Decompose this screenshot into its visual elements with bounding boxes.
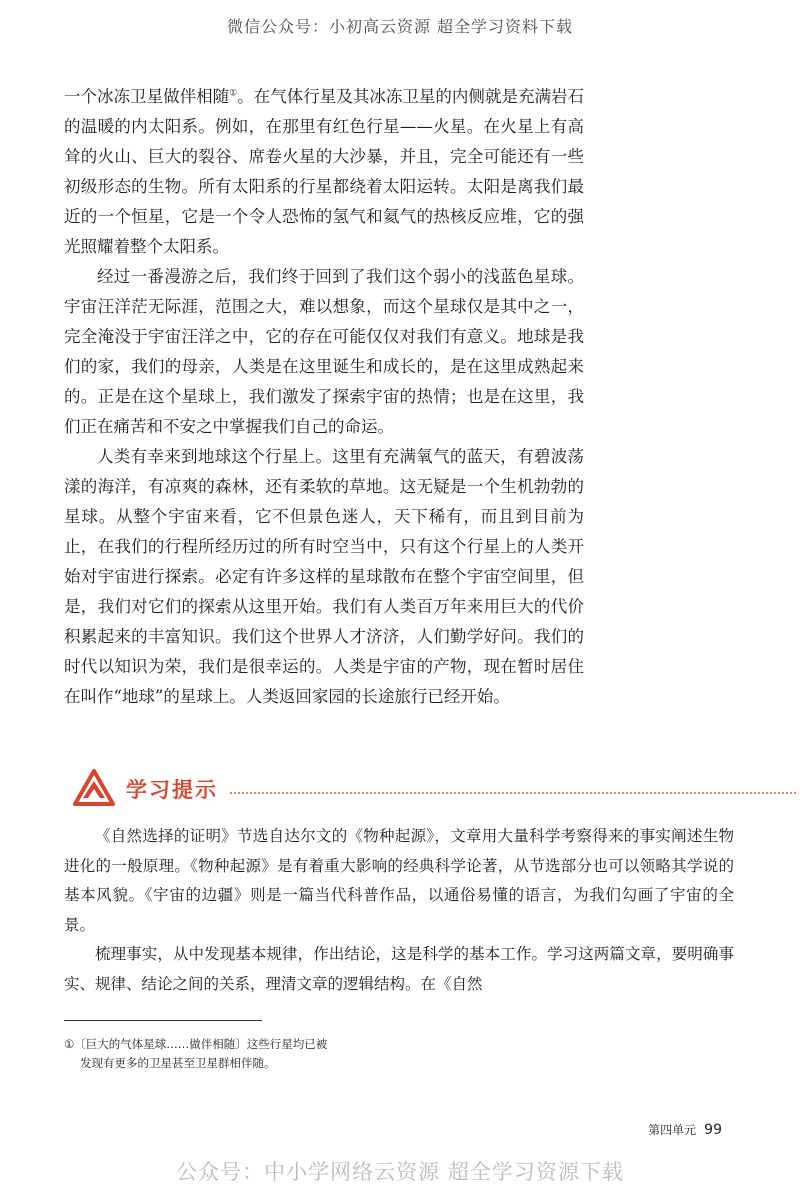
study-tips-body <box>64 822 734 999</box>
study-tips-icon <box>72 768 116 808</box>
study-tips-paragraph-1: 《自然选择的证明》节选自达尔文的《物种起源》，文章用大量科学考察得来的事实阐述生物进化的一般原理。《物种起源》是有着重大影响的经典科学论著，从节选部分也可以领略其学说的基本风貌。《宇宙的边疆》则是一篇当代科普作品，以通俗易懂的语言，为我们勾画了宇宙的全景。 <box>64 827 734 934</box>
page-footer <box>648 1121 722 1138</box>
footnote-divider <box>64 1020 262 1021</box>
study-tips-header <box>72 768 732 808</box>
footnote-marker[interactable]: ① <box>229 88 238 99</box>
paragraph-2: 经过一番漫游之后，我们终于回到了我们这个弱小的浅蓝色星球。宇宙汪洋茫无际涯，范围之大，难以想象，而这个星球仅是其中之一，完全淹没于宇宙汪洋之中，它的存在可能仅仅对我们有意义。地球是我们的家，我们的母亲，人类是在这里诞生和成长的，是在这里成熟起来的。正是在这个星球上，我们激发了探索宇宙的热情；也是在这里，我们正在痛苦和不安之中掌握我们自己的命运。 <box>64 267 584 436</box>
paragraph-1-start: 一个冰冻卫星做伴相随 <box>64 87 230 106</box>
main-text <box>64 82 584 712</box>
paragraph-3: 人类有幸来到地球这个行星上。这里有充满氧气的蓝天，有碧波荡漾的海洋，有凉爽的森林，还有柔软的草地。这无疑是一个生机勃勃的星球。从整个宇宙来看，它不但景色迷人，天下稀有，而且到目前为止，在我们的行程所经历过的所有时空当中，只有这个行星上的人类开始对宇宙进行探索。必定有许多这样的星球散布在整个宇宙空间里，但是，我们对它们的探索从这里开始。我们有人类百万年来用巨大的代价积累起来的丰富知识。我们这个世界人才济济，人们勤学好问。我们的时代以知识为荣，我们是很幸运的。人类是宇宙的产物，现在暂时居住在叫作“地球”的星球上。人类返回家园的长途旅行已经开始。 <box>64 447 584 706</box>
paragraph-1-rest: 。在气体行星及其冰冻卫星的内侧就是充满岩石的温暖的内太阳系。例如，在那里有红色行星——火星。在火星上有高耸的火山、巨大的裂谷、席卷火星的大沙暴，并且，完全可能还有一些初级形态的生物。所有太阳系的行星都绕着太阳运转。太阳是离我们最近的一个恒星，它是一个令人恐怖的氢气和氦气的热核反应堆，它的强光照耀着整个太阳系。 <box>64 87 585 256</box>
paragraph-1 <box>64 82 584 262</box>
footnote-line-1: ①〔巨大的气体星球……做伴相随〕这些行星均已被 <box>64 1037 328 1051</box>
study-tips-paragraph-2: 梳理事实，从中发现基本规律，作出结论，这是科学的基本工作。学习这两篇文章，要明确事实、规律、结论之间的关系，理清文章的逻辑结构。在《自然 <box>64 945 734 993</box>
study-tips-title: 学习提示 <box>126 778 218 802</box>
footer-watermark: 公众号：中小学网络云资源 超全学习资源下载 <box>176 1160 624 1184</box>
footnote-line-2: 发现有更多的卫星甚至卫星群相伴随。 <box>80 1056 276 1070</box>
footnote <box>64 1035 394 1073</box>
unit-label: 第四单元 <box>648 1123 697 1137</box>
dotted-divider <box>230 792 796 794</box>
page-number: 99 <box>704 1122 722 1138</box>
header-watermark: 微信公众号：小初高云资源 超全学习资料下载 <box>226 17 574 36</box>
